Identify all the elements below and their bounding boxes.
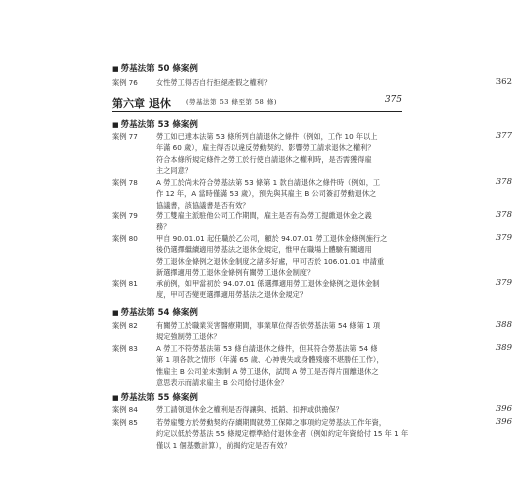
- case-question: 甲自 90.01.01 起任職於乙公司，顧於 94.07.01 勞工退休金條例施行之 後仍選擇繼續適用勞基法之退休金規定，惟甲在職場上體驗有關適用 勞工退休金條例之退休金制度之諸多好處，甲可否於 106.01.01 申請重 新選擇適用勞工退休金條例有關勞工退休金制度？: [156, 234, 388, 277]
- case-question: 勞工請領退休金之權利是否得讓與、抵銷、扣押或供擔保？: [156, 405, 343, 414]
- case-label: 案例 80: [112, 234, 138, 243]
- case-question: A 勞工於尚未符合勞基法第 53 條第 1 款自請退休之條件時（例如，工 作 12 年，A 當時僅滿 53 歲），預先與其雇主 B 公司簽訂勞動退休之 協議書，該協議書是否有效？: [156, 178, 381, 210]
- square-bullet-icon: ■: [112, 65, 119, 73]
- page-number: 378: [495, 177, 512, 187]
- case-label: 案例 83: [112, 344, 138, 353]
- case-question: 承前例，如甲當初於 94.07.01 係選擇適用勞工退休金條例之退休金制 度，甲可否變更選擇適用勞基法之退休金規定？: [156, 279, 380, 300]
- case-label: 案例 79: [112, 211, 138, 220]
- page-number: 377: [495, 131, 512, 141]
- chapter-subtitle: (勞基法第 53 條至第 58 條): [186, 98, 277, 106]
- page-number: 362: [495, 77, 512, 87]
- square-bullet-icon: ■: [112, 309, 119, 317]
- chapter-page-number: 375: [384, 95, 402, 105]
- page-number: 396: [495, 417, 512, 427]
- case-entry-83: [112, 343, 512, 389]
- section-heading-art54: ■ 勞基法第 54 條案例: [112, 308, 198, 318]
- case-question: 勞工雙雇主派駐他公司工作期間，雇主是否有為勞工提繳退休金之義 務？: [156, 211, 372, 232]
- case-question: 若勞雇雙方於勞動契約存續期間就勞工保障之事項約定勞基法工作年資， 約定以低於勞基法 55 條規定標準給付退休金者（例如約定年資給付 15 年 1 年 僅以 1 個基數計算），前揭約定是否有效？: [156, 418, 409, 450]
- case-entry-84: [112, 404, 512, 416]
- case-question: 有關勞工於職業災害醫療期間，事業單位得否依勞基法第 54 條第 1 項 規定強制勞工退休？: [156, 321, 381, 342]
- chapter-rule: [112, 111, 402, 112]
- chapter-title: 第六章 退休: [112, 97, 171, 110]
- page-number: 379: [495, 233, 512, 243]
- case-label: 案例 81: [112, 279, 138, 288]
- square-bullet-icon: ■: [112, 394, 119, 402]
- case-label: 案例 82: [112, 321, 138, 330]
- chapter-heading: [112, 95, 402, 113]
- case-entry-76: [112, 77, 512, 89]
- page-number: 388: [495, 320, 512, 330]
- case-label: 案例 76: [112, 78, 138, 87]
- case-entry-85: [112, 417, 512, 453]
- case-question: 勞工如已達本法第 53 條所列自請退休之條件（例如，工作 10 年以上 年滿 60 歲），雇主得否以違反勞動契約、影響勞工請求退休之權利？ 符合本條所規定條件之勞工於行使自請退休之權利時，是否需獲得雇 主之同意？: [156, 132, 378, 175]
- case-entry-78: [112, 177, 512, 211]
- page-number: 396: [495, 404, 512, 414]
- case-entry-79: [112, 210, 512, 234]
- section-heading-art50: ■ 勞基法第 50 條案例: [112, 64, 198, 74]
- square-bullet-icon: ■: [112, 121, 119, 129]
- case-label: 案例 78: [112, 178, 138, 187]
- case-question: 女性勞工得否自行拒絕產假之權利？: [156, 78, 272, 87]
- case-label: 案例 85: [112, 418, 138, 427]
- case-label: 案例 84: [112, 405, 138, 414]
- section-heading-art53: ■ 勞基法第 53 條案例: [112, 120, 198, 130]
- case-entry-81: [112, 278, 512, 302]
- page-number: 378: [495, 210, 512, 220]
- page-number: 389: [495, 343, 512, 353]
- case-label: 案例 77: [112, 132, 138, 141]
- case-entry-82: [112, 320, 512, 344]
- case-question: A 勞工不符勞基法第 53 條自請退休之條件，但其符合勞基法第 54 條 第 1 項各款之情形（年滿 65 歲、心神喪失或身體殘廢不堪勝任工作）， 惟雇主 B 公司並未強制 A 勞工退休，試問 A 勞工是否得片面離退休之 意思表示而請求雇主 B 公司給付退休金？: [156, 344, 384, 387]
- section-heading-art55: ■ 勞基法第 55 條案例: [112, 393, 198, 403]
- page-number: 379: [495, 278, 512, 288]
- case-entry-77: [112, 131, 512, 177]
- case-entry-80: [112, 233, 512, 279]
